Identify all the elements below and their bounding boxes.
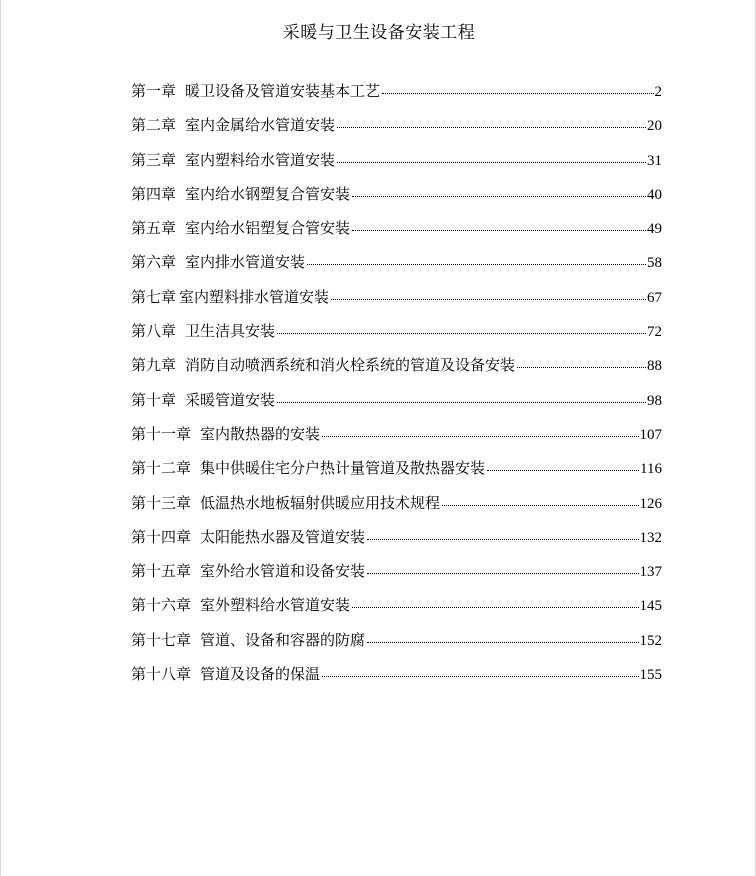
toc-entry[interactable] — [131, 594, 662, 628]
toc-page-number: 58 — [647, 255, 662, 272]
toc-page-number: 132 — [639, 529, 662, 546]
toc-page-number: 49 — [647, 221, 662, 238]
toc-page-number: 88 — [647, 358, 662, 375]
toc-page-number: 20 — [647, 118, 662, 135]
toc-dot-leader — [277, 401, 646, 403]
toc-chapter-number: 第三章 — [131, 150, 177, 169]
toc-chapter-number: 第六章 — [131, 253, 177, 272]
toc-dot-leader — [487, 469, 639, 471]
toc-page-number: 155 — [639, 667, 662, 684]
toc-chapter-title: 室内散热器的安装 — [200, 424, 321, 443]
toc-entry[interactable] — [131, 183, 662, 217]
toc-page-number: 152 — [639, 632, 662, 649]
toc-dot-leader — [307, 263, 646, 265]
toc-entry[interactable] — [131, 217, 662, 251]
toc-dot-leader — [367, 538, 638, 540]
toc-chapter-number: 第十三章 — [131, 493, 192, 512]
toc-chapter-title: 室内给水钢塑复合管安装 — [185, 184, 351, 203]
toc-chapter-number: 第四章 — [131, 184, 177, 203]
toc-chapter-title: 室内塑料排水管道安装 — [179, 287, 330, 306]
toc-entry[interactable] — [131, 423, 662, 457]
toc-chapter-number: 第二章 — [131, 116, 177, 135]
table-of-contents — [131, 80, 662, 697]
toc-page-number: 126 — [639, 495, 662, 512]
toc-chapter-number: 第十二章 — [131, 459, 192, 478]
toc-entry[interactable] — [131, 526, 662, 560]
toc-dot-leader — [331, 298, 646, 300]
toc-dot-leader — [337, 161, 646, 163]
toc-chapter-number: 第十七章 — [131, 630, 192, 649]
toc-chapter-title: 太阳能热水器及管道安装 — [200, 527, 366, 546]
toc-chapter-number: 第八章 — [131, 322, 177, 341]
document-title: 采暖与卫生设备安装工程 — [282, 23, 476, 43]
toc-chapter-number: 第一章 — [131, 82, 177, 100]
toc-page-number: 31 — [647, 152, 662, 169]
toc-chapter-number: 第十四章 — [131, 527, 192, 546]
toc-entry[interactable] — [131, 114, 662, 148]
toc-chapter-title: 室外给水管道和设备安装 — [200, 562, 366, 581]
toc-entry[interactable] — [131, 457, 662, 491]
toc-dot-leader — [367, 641, 638, 643]
toc-chapter-number: 第十八章 — [131, 665, 192, 684]
toc-chapter-title: 管道、设备和容器的防腐 — [200, 630, 366, 649]
toc-dot-leader — [367, 572, 638, 574]
toc-chapter-number: 第十五章 — [131, 562, 192, 581]
toc-entry[interactable] — [131, 251, 662, 285]
toc-entry[interactable] — [131, 354, 662, 388]
toc-chapter-title: 采暖管道安装 — [185, 390, 276, 409]
toc-dot-leader — [352, 229, 646, 231]
toc-chapter-title: 暖卫设备及管道安装基本工艺 — [185, 82, 381, 100]
toc-chapter-title: 室内金属给水管道安装 — [185, 116, 336, 135]
toc-dot-leader — [337, 126, 646, 128]
toc-chapter-title: 消防自动喷洒系统和消火栓系统的管道及设备安装 — [185, 356, 516, 375]
toc-chapter-title: 室外塑料给水管道安装 — [200, 596, 351, 615]
toc-dot-leader — [352, 195, 646, 197]
toc-page-number: 145 — [639, 598, 662, 615]
toc-dot-leader — [352, 606, 638, 608]
toc-dot-leader — [382, 92, 653, 94]
toc-chapter-number: 第十六章 — [131, 596, 192, 615]
toc-page-number: 67 — [647, 289, 662, 306]
toc-dot-leader — [322, 675, 638, 677]
toc-chapter-title: 集中供暖住宅分户热计量管道及散热器安装 — [200, 459, 486, 478]
toc-dot-leader — [442, 504, 638, 506]
toc-chapter-title: 低温热水地板辐射供暖应用技术规程 — [200, 493, 441, 512]
toc-page-number: 137 — [639, 564, 662, 581]
toc-chapter-title: 室内给水铝塑复合管安装 — [185, 219, 351, 238]
toc-entry[interactable] — [131, 80, 662, 114]
toc-dot-leader — [322, 435, 638, 437]
toc-page-number: 2 — [654, 84, 662, 100]
toc-page-number: 40 — [647, 186, 662, 203]
toc-page-number: 72 — [647, 324, 662, 341]
toc-chapter-number: 第五章 — [131, 219, 177, 238]
toc-entry[interactable] — [131, 560, 662, 594]
toc-page-number: 98 — [647, 392, 662, 409]
toc-entry[interactable] — [131, 320, 662, 354]
toc-chapter-number: 第七章 — [131, 287, 177, 306]
toc-chapter-number: 第十一章 — [131, 424, 192, 443]
toc-chapter-number: 第九章 — [131, 356, 177, 375]
toc-entry[interactable] — [131, 629, 662, 663]
toc-entry[interactable] — [131, 286, 662, 320]
toc-chapter-title: 卫生洁具安装 — [185, 322, 276, 341]
toc-entry[interactable] — [131, 389, 662, 423]
toc-chapter-title: 室内排水管道安装 — [185, 253, 306, 272]
toc-page-number: 107 — [639, 426, 662, 443]
toc-dot-leader — [277, 332, 646, 334]
toc-chapter-title: 室内塑料给水管道安装 — [185, 150, 336, 169]
toc-entry[interactable] — [131, 149, 662, 183]
toc-chapter-title: 管道及设备的保温 — [200, 665, 321, 684]
toc-page-number: 116 — [640, 461, 662, 478]
toc-dot-leader — [517, 366, 646, 368]
toc-entry[interactable] — [131, 663, 662, 697]
toc-chapter-number: 第十章 — [131, 390, 177, 409]
toc-entry[interactable] — [131, 492, 662, 526]
